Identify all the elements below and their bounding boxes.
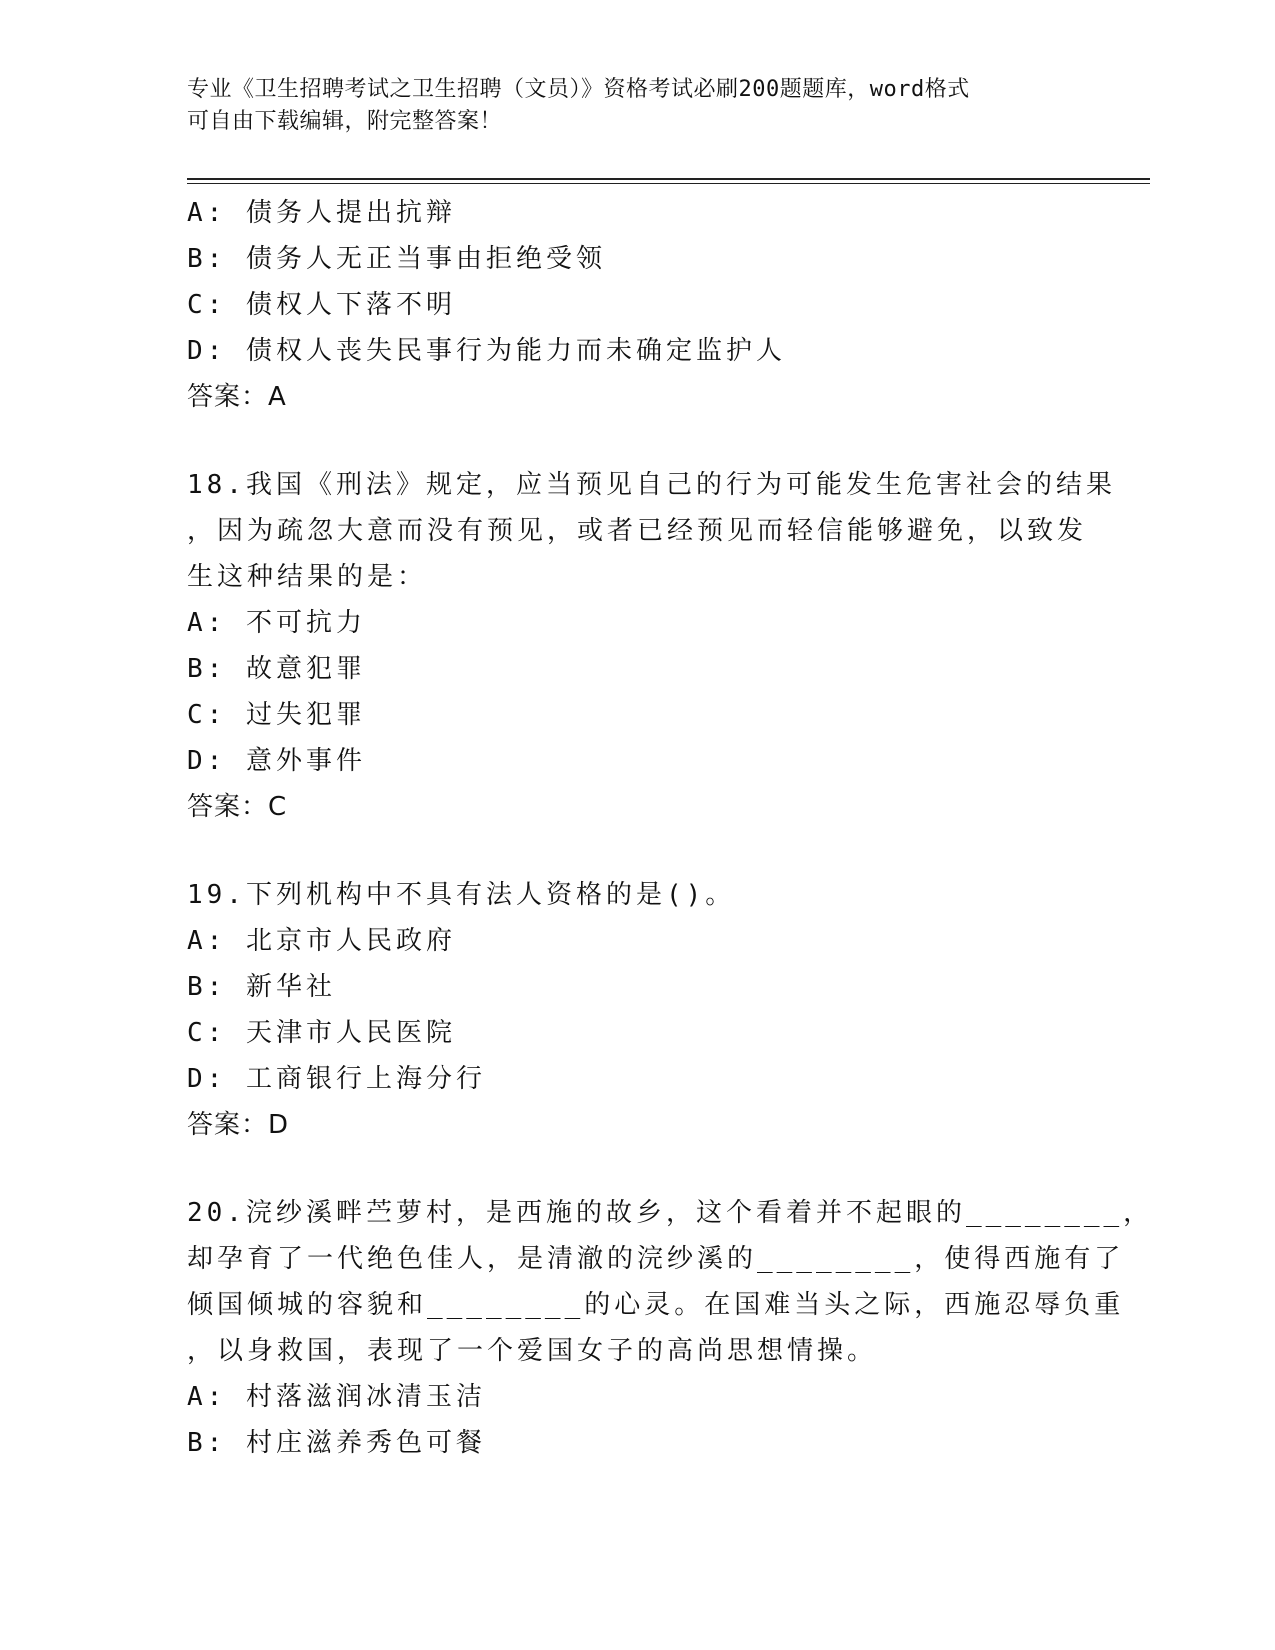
question-text-line: 19.下列机构中不具有法人资格的是()。 <box>187 880 736 910</box>
page-header <box>187 74 1087 138</box>
option-d: D: 工商银行上海分行 <box>187 1064 486 1094</box>
question-17 <box>187 190 1087 420</box>
answer-line: 答案：D <box>187 1110 290 1140</box>
option-b: B: 村庄滋养秀色可餐 <box>187 1428 486 1458</box>
question-text-line: ，因为疏忽大意而没有预见，或者已经预见而轻信能够避免，以致发 <box>187 516 1088 546</box>
option-c: C: 过失犯罪 <box>187 700 366 730</box>
question-text-line: 倾国倾城的容貌和________的心灵。在国难当头之际，西施忍辱负重 <box>187 1290 1125 1320</box>
option-c: C: 债权人下落不明 <box>187 290 456 320</box>
option-b: B: 故意犯罪 <box>187 654 366 684</box>
question-20 <box>187 1190 1154 1466</box>
header-divider-thin <box>187 183 1150 184</box>
header-title-line-2: 可自由下载编辑，附完整答案！ <box>187 109 503 134</box>
option-a: A: 北京市人民政府 <box>187 926 456 956</box>
option-d: D: 债权人丧失民事行为能力而未确定监护人 <box>187 336 786 366</box>
option-b: B: 新华社 <box>187 972 336 1002</box>
header-divider-thick <box>187 178 1150 180</box>
question-text-line: 却孕育了一代绝色佳人，是清澈的浣纱溪的________，使得西施有了 <box>187 1244 1125 1274</box>
question-19 <box>187 872 1087 1148</box>
option-a: A: 债务人提出抗辩 <box>187 198 456 228</box>
spacer <box>187 420 1087 462</box>
answer-line: 答案：A <box>187 382 287 412</box>
question-text-line: ，以身救国，表现了一个爱国女子的高尚思想情操。 <box>187 1336 878 1366</box>
question-list <box>187 190 1154 1466</box>
question-text-line: 生这种结果的是： <box>187 562 428 592</box>
answer-line: 答案：C <box>187 792 288 822</box>
spacer <box>187 830 1087 872</box>
option-a: A: 村落滋润冰清玉洁 <box>187 1382 486 1412</box>
option-c: C: 天津市人民医院 <box>187 1018 456 1048</box>
question-text-line: 20.浣纱溪畔苎萝村，是西施的故乡，这个看着并不起眼的________， <box>187 1198 1154 1228</box>
question-18 <box>187 462 1116 830</box>
option-b: B: 债务人无正当事由拒绝受领 <box>187 244 606 274</box>
option-d: D: 意外事件 <box>187 746 366 776</box>
question-text-line: 18.我国《刑法》规定，应当预见自己的行为可能发生危害社会的结果 <box>187 470 1116 500</box>
spacer <box>187 1148 1087 1190</box>
option-a: A: 不可抗力 <box>187 608 366 638</box>
header-title-line-1: 专业《卫生招聘考试之卫生招聘（文员）》资格考试必刷200题题库，word格式 <box>187 77 970 102</box>
